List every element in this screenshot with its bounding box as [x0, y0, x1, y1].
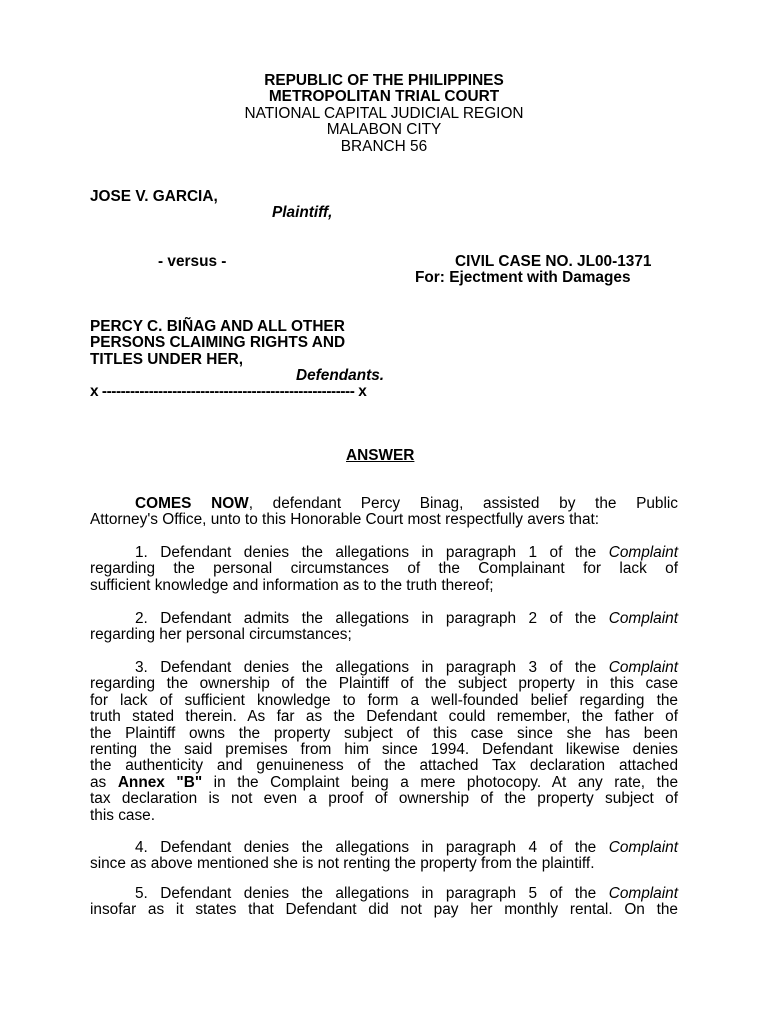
p2-line2: regarding her personal circumstances; [90, 626, 352, 644]
paragraph-2 [90, 611, 678, 644]
p3-complaint: Complaint [608, 659, 678, 676]
case-number: CIVIL CASE NO. JL00-1371 [455, 253, 652, 270]
p1-line1: 1. Defendant denies the allegations in paragraph 1 of the [135, 544, 609, 561]
paragraph-1 [90, 545, 678, 594]
p5-complaint: Complaint [608, 885, 678, 902]
p1-line2: regarding the personal circumstances of the Complainant for lack of [90, 560, 678, 578]
defendant-role: Defendants. [296, 367, 385, 384]
caption-separator: x ------------------------------------------------------ x [90, 383, 367, 400]
p4-line2: since as above mentioned she is not renting the property from the plaintiff. [90, 855, 595, 873]
p3-line1: 3. Defendant denies the allegations in paragraph 3 of the [135, 659, 609, 676]
intro-line2: Attorney's Office, unto to this Honorable Court most respectfully avers that: [90, 511, 600, 529]
plaintiff-name: JOSE V. GARCIA, [90, 188, 218, 205]
p2-line1: 2. Defendant admits the allegations in paragraph 2 of the [135, 610, 609, 627]
p1-line3: sufficient knowledge and information as to the truth thereof; [90, 576, 494, 594]
p3-line2: regarding the ownership of the Plaintiff of the subject property in this case [90, 675, 678, 693]
header-republic: REPUBLIC OF THE PHILIPPINES [264, 72, 504, 89]
court-header [0, 73, 768, 155]
defendant-name-line3: TITLES UNDER HER, [90, 351, 244, 368]
document-title: ANSWER [346, 447, 415, 464]
p3-line5: the Plaintiff owns the property subject of this case since she has been [90, 724, 678, 742]
paragraph-4 [90, 840, 678, 873]
p3-line10: this case. [90, 806, 156, 824]
versus-label: - versus - [158, 253, 227, 270]
paragraph-3 [90, 660, 678, 824]
header-branch: BRANCH 56 [340, 137, 428, 155]
header-court: METROPOLITAN TRIAL COURT [268, 88, 500, 106]
p5-line1: 5. Defendant denies the allegations in paragraph 5 of the [135, 885, 609, 902]
paragraph-5 [90, 886, 678, 919]
p1-complaint: Complaint [608, 544, 678, 561]
intro-lead: COMES NOW [135, 495, 249, 512]
defendant-name-line1: PERCY C. BIÑAG AND ALL OTHER [90, 318, 345, 335]
p3-line3: for lack of sufficient knowledge to form a well-founded belief regarding the [90, 691, 678, 709]
intro-paragraph [90, 496, 678, 529]
intro-line1: , defendant Percy Binag, assisted by the Public [248, 495, 678, 512]
p3-line6: renting the said premises from him since 1994. Defendant likewise denies [90, 741, 678, 759]
p5-line2: insofar as it states that Defendant did not pay her monthly rental. On the [90, 901, 678, 919]
p4-complaint: Complaint [608, 839, 678, 856]
p3-line9: tax declaration is not even a proof of ownership of the property subject of [90, 790, 678, 808]
p3-line7: the authenticity and genuineness of the attached Tax declaration attached [90, 757, 678, 775]
plaintiff-role: Plaintiff, [272, 204, 333, 221]
header-region: NATIONAL CAPITAL JUDICIAL REGION [244, 104, 524, 122]
defendant-name-line2: PERSONS CLAIMING RIGHTS AND [90, 334, 346, 351]
header-city: MALABON CITY [326, 121, 442, 139]
p2-complaint: Complaint [608, 610, 678, 627]
case-nature: For: Ejectment with Damages [415, 269, 631, 286]
p3-annex: Annex "B" [117, 773, 203, 791]
p3-line4: truth stated therein. As far as the Defendant could remember, the father of [90, 708, 678, 726]
p3-line8a: as [90, 773, 118, 791]
p4-line1: 4. Defendant denies the allegations in paragraph 4 of the [135, 839, 609, 856]
p3-line8c: in the Complaint being a mere photocopy. At any rate, the [202, 773, 679, 791]
